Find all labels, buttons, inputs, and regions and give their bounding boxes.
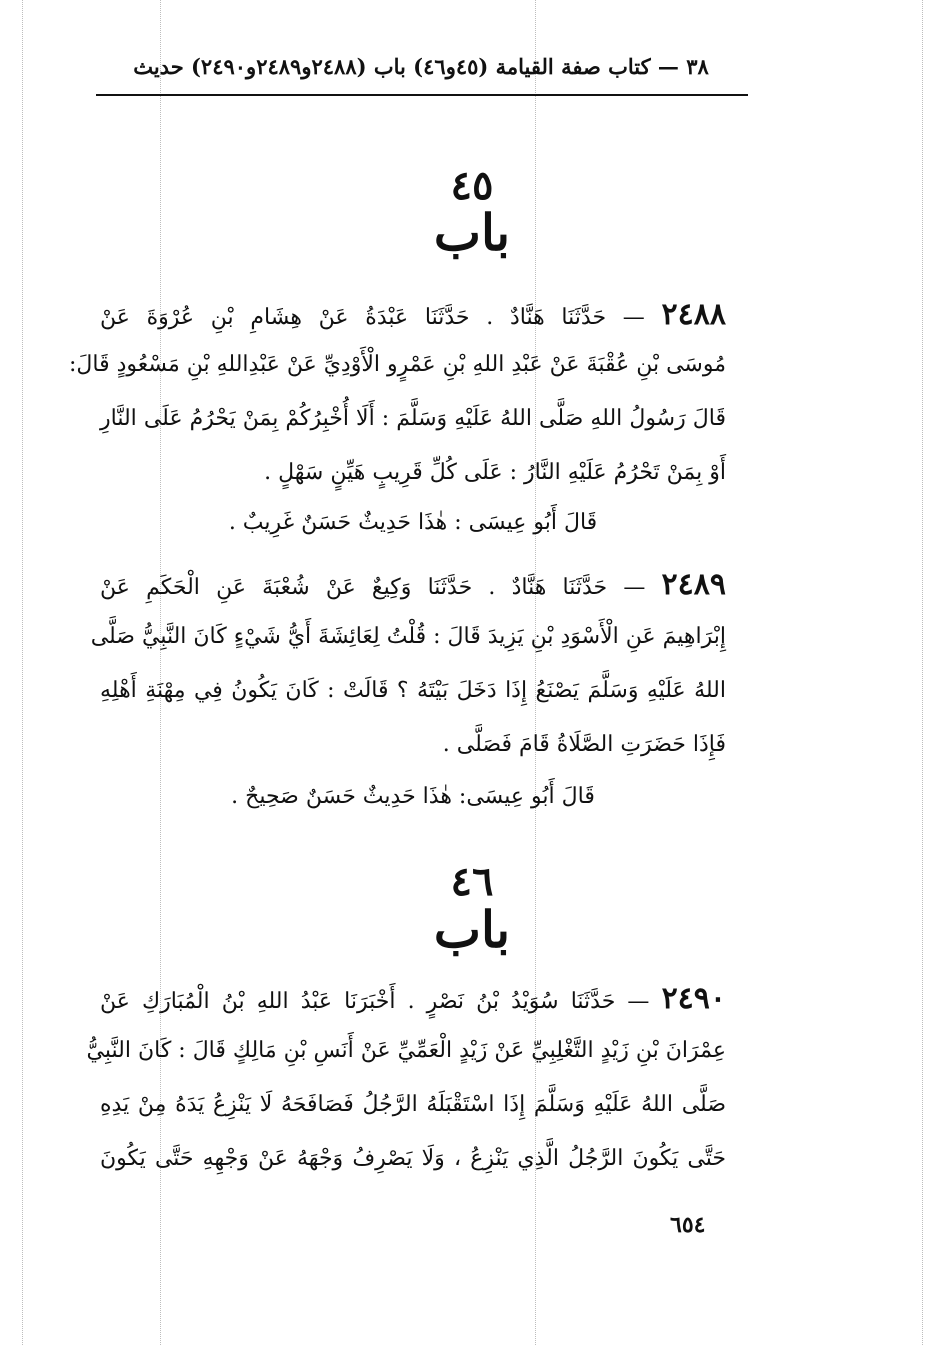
hadith-line: أَوْ بِمَنْ تَحْرُمُ عَلَيْهِ النَّارُ : عَلَى كُلِّ قَرِيبٍ هَيِّنٍ سَهْلٍ .: [264, 460, 726, 485]
hadith-number: ٢٤٨٩: [661, 567, 726, 602]
header-rule: [96, 94, 748, 96]
hadith-number: ٢٤٨٨: [661, 297, 726, 332]
hadith-line: مُوسَى بْنِ عُقْبَةَ عَنْ عَبْدِ اللهِ بْنِ عَمْرٍو الْأَوْدِيِّ عَنْ عَبْدِاللهِ بْنِ مَسْعُودٍ قَالَ:: [68, 352, 726, 377]
hadith-text: — حَدَّثَنَا هَنَّادٌ . حَدَّثَنَا عَبْدَةُ عَنْ هِشَامِ بْنِ عُرْوَةَ عَنْ: [100, 305, 645, 330]
chapter-title: باب: [433, 900, 511, 959]
hadith-text: — حَدَّثَنَا هَنَّادٌ . حَدَّثَنَا وَكِيعٌ عَنْ شُعْبَةَ عَنِ الْحَكَمِ عَنْ: [100, 575, 646, 600]
hadith-line: قَالَ رَسُولُ اللهِ صَلَّى اللهُ عَلَيْهِ وَسَلَّمَ : أَلَا أُخْبِرُكُمْ بِمَنْ يَحْرُمُ عَلَى النَّارِ: [100, 406, 726, 431]
hadith-grade: قَالَ أَبُو عِيسَى : هٰذَا حَدِيثٌ حَسَنٌ غَرِيبٌ .: [228, 510, 598, 535]
hadith-line: [100, 981, 727, 1016]
hadith-line: اللهُ عَلَيْهِ وَسَلَّمَ يَصْنَعُ إِذَا دَخَلَ بَيْتَهُ ؟ قَالَتْ : كَانَ يَكُونُ فِي مِهْنَةِ أَهْلِهِ: [100, 678, 726, 703]
hadith-line: صَلَّى اللهُ عَلَيْهِ وَسَلَّمَ إِذَا اسْتَقْبَلَهُ الرَّجُلُ فَصَافَحَهُ لَا يَنْزِعُ يَدَهُ مِنْ يَدِهِ: [100, 1092, 726, 1117]
hadith-grade: قَالَ أَبُو عِيسَى: هٰذَا حَدِيثٌ حَسَنٌ صَحِيحٌ .: [231, 784, 595, 809]
chapter-number: ٤٦: [450, 858, 494, 905]
hadith-line: [100, 297, 726, 332]
hadith-number: ٢٤٩٠: [661, 981, 727, 1016]
chapter-number: ٤٥: [450, 162, 494, 209]
running-header: ٣٨ — كتاب صفة القيامة (٤٥و٤٦) باب (٢٤٨٨و٢٤٨٩و٢٤٩٠) حديث: [133, 54, 709, 79]
hadith-line: إِبْرَاهِيمَ عَنِ الْأَسْوَدِ بْنِ يَزِيدَ قَالَ : قُلْتُ لِعَائِشَةَ أَيُّ شَيْءٍ كَانَ النَّبِيُّ صَلَّى: [90, 624, 726, 649]
hadith-line: [100, 567, 726, 602]
hadith-line: فَإِذَا حَضَرَتِ الصَّلَاةُ قَامَ فَصَلَّى .: [442, 732, 726, 757]
hadith-line: عِمْرَانَ بْنِ زَيْدٍ التَّغْلِبِيِّ عَنْ زَيْدٍ الْعَمِّيِّ عَنْ أَنَسِ بْنِ مَالِكٍ قَالَ : كَانَ النَّبِيُّ: [86, 1038, 726, 1063]
hadith-line: حَتَّى يَكُونَ الرَّجُلُ الَّذِي يَنْزِعُ ، وَلَا يَصْرِفُ وَجْهَهُ عَنْ وَجْهِهِ حَتَّى يَكُونَ: [100, 1146, 726, 1171]
chapter-title: باب: [433, 203, 511, 262]
page-number: ٦٥٤: [670, 1212, 706, 1238]
hadith-text: — حَدَّثَنَا سُوَيْدُ بْنُ نَصْرٍ . أَخْبَرَنَا عَبْدُ اللهِ بْنُ الْمُبَارَكِ عَنْ: [100, 989, 650, 1014]
